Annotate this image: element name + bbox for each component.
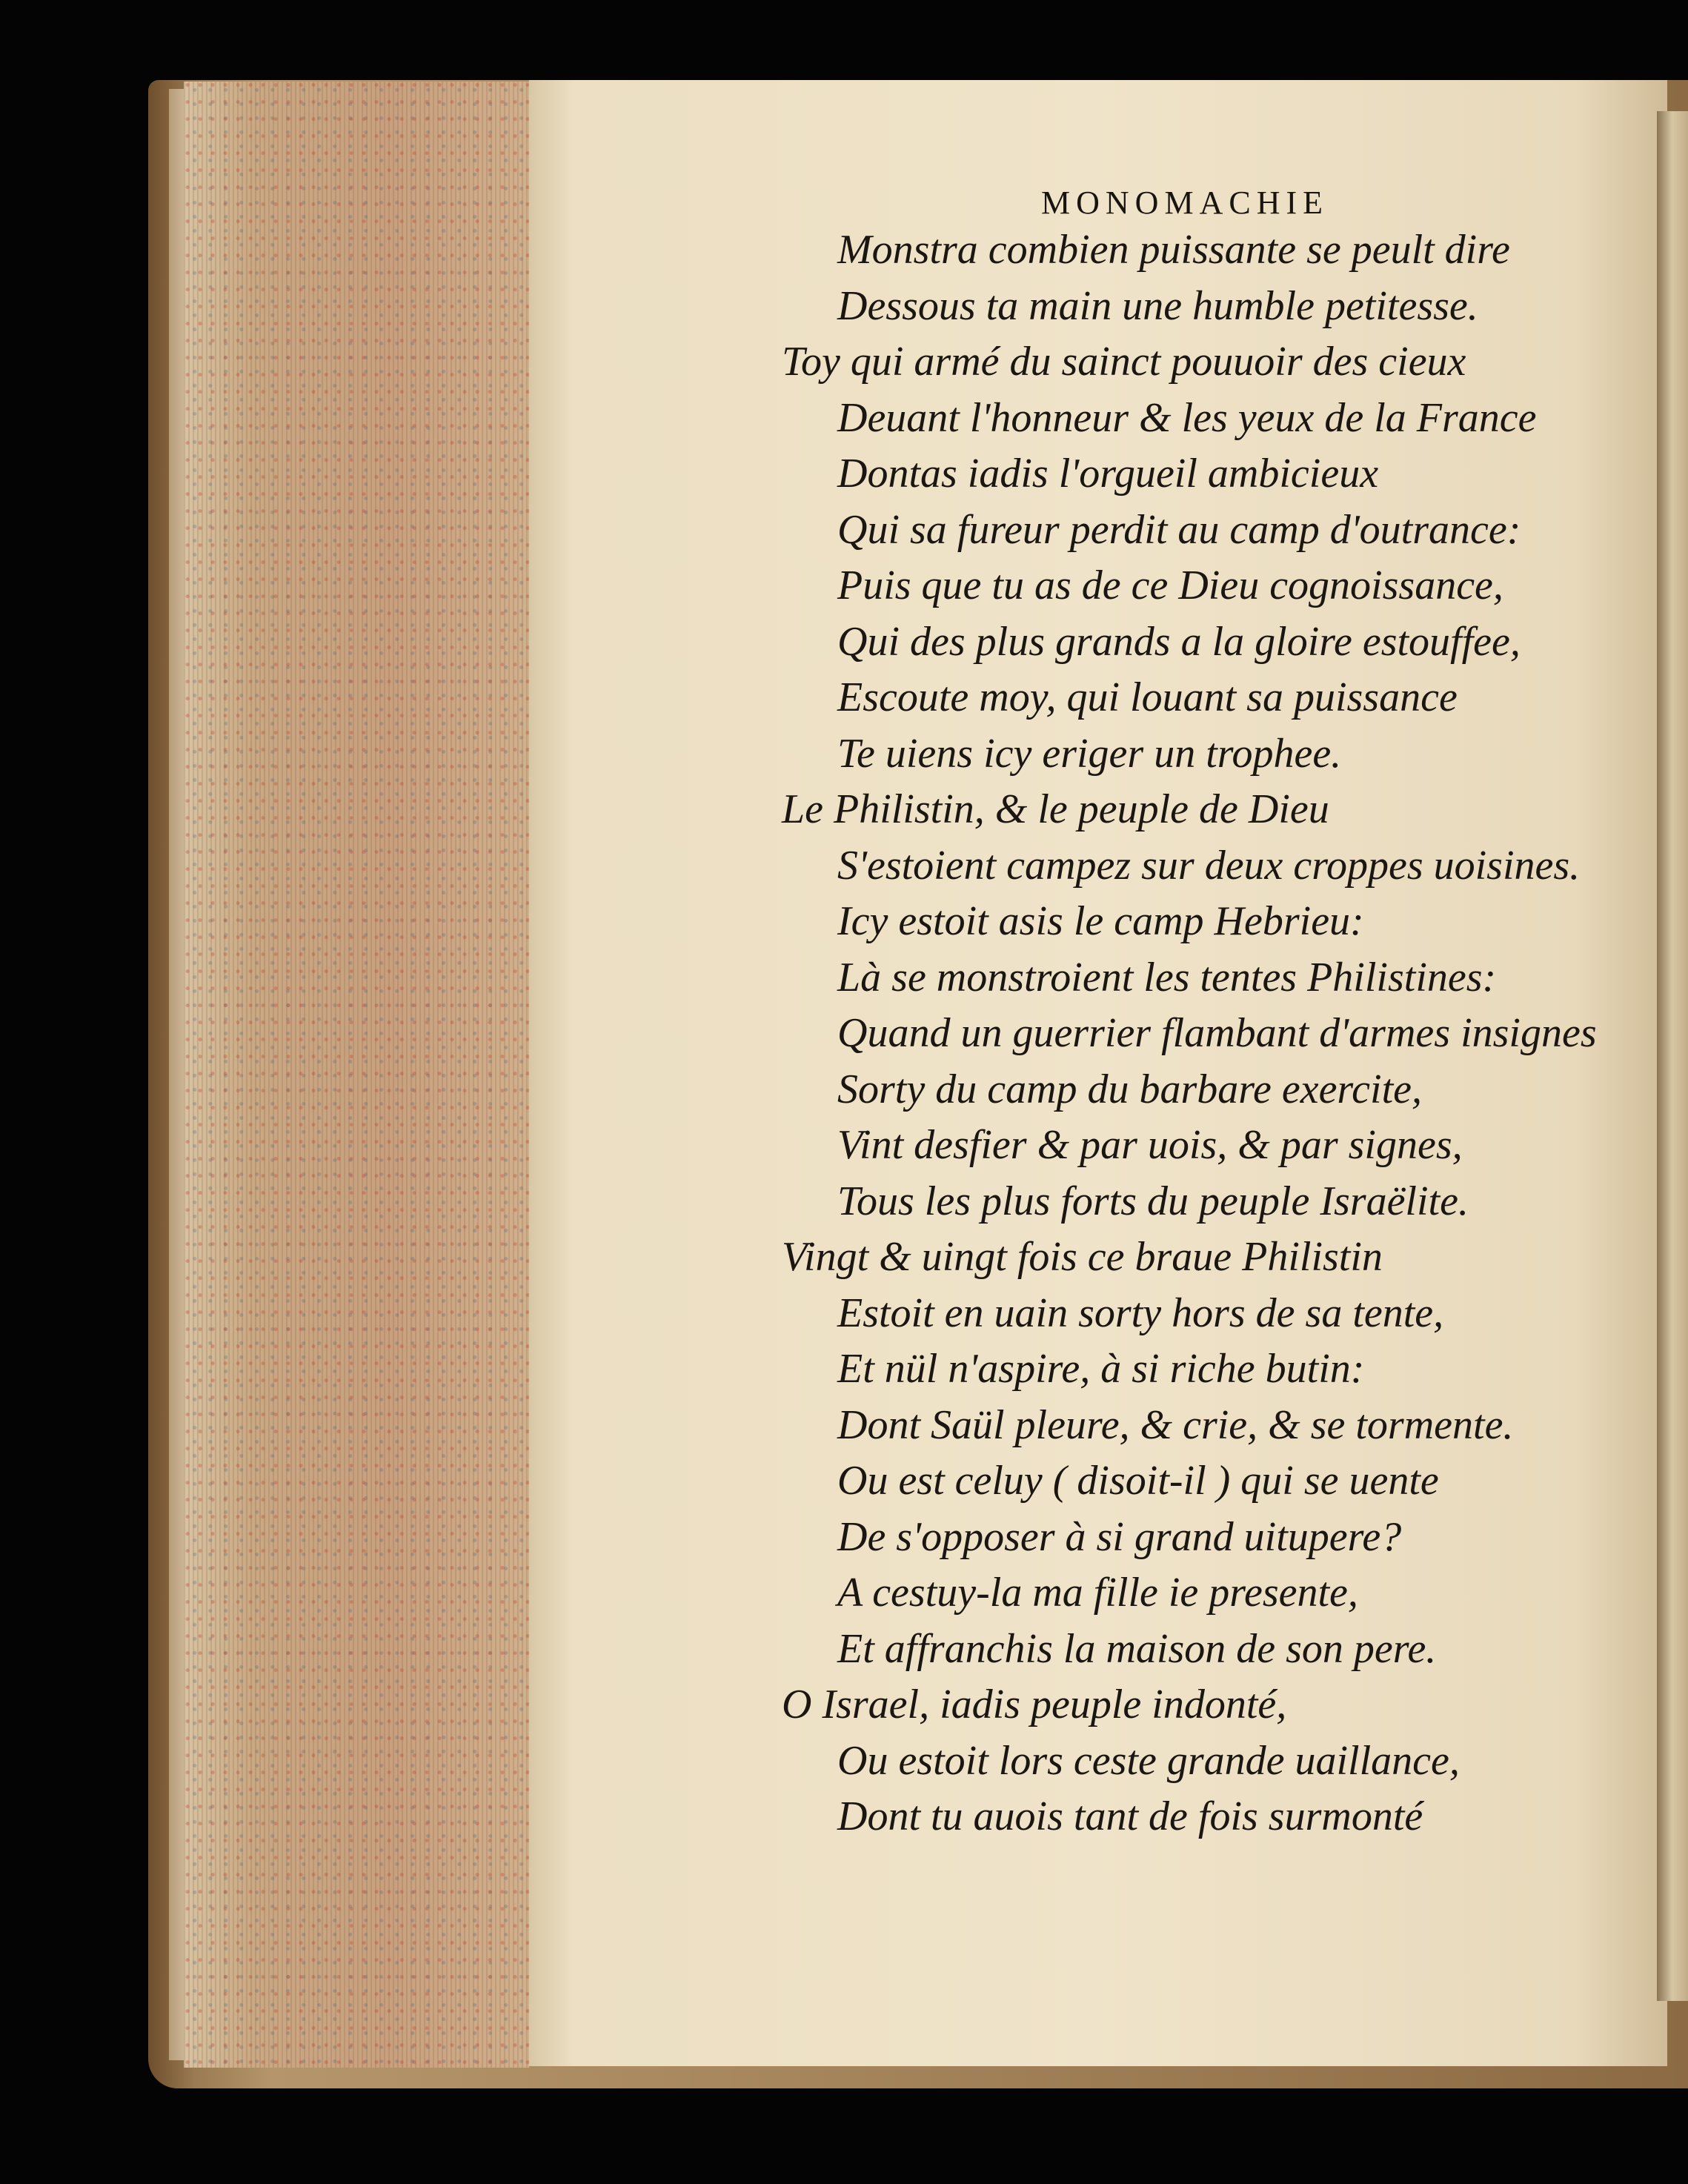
- marbled-page-edges: [184, 82, 529, 2068]
- verse-line: Estoit en uain sorty hors de sa tente,: [837, 1290, 1444, 1336]
- verse-line: Dont tu auois tant de fois surmonté: [837, 1793, 1423, 1839]
- facing-page-edge: [1657, 111, 1688, 2001]
- verse-line: Le Philistin, & le peuple de Dieu: [782, 786, 1329, 832]
- verse-line: Ou est celuy ( disoit-il ) qui se uente: [837, 1458, 1439, 1504]
- verse-line: Quand un guerrier flambant d'armes insignes: [837, 1010, 1597, 1056]
- verse-line: Ou estoit lors ceste grande uaillance,: [837, 1737, 1460, 1784]
- verse-line: Te uiens icy eriger un trophee.: [837, 730, 1342, 777]
- verse-line: S'estoient campez sur deux croppes uoisines.: [837, 842, 1581, 889]
- verse-line: Dessous ta main une humble petitesse.: [837, 282, 1478, 329]
- verse-line: Qui sa fureur perdit au camp d'outrance:: [837, 506, 1521, 553]
- verse-line: Monstra combien puissante se peult dire: [837, 227, 1510, 273]
- verse-line: Puis que tu as de ce Dieu cognoissance,: [837, 562, 1503, 608]
- verse-line: A cestuy-la ma fille ie presente,: [837, 1570, 1358, 1616]
- verse-line: Dont Saül pleure, & crie, & se tormente.: [837, 1401, 1514, 1448]
- verse-line: Toy qui armé du sainct pouuoir des cieux: [782, 339, 1466, 385]
- verse-line: O Israel, iadis peuple indonté,: [782, 1682, 1287, 1727]
- verse-line: Et affranchis la maison de son pere.: [837, 1625, 1437, 1672]
- verse-line: Qui des plus grands a la gloire estouffee,: [837, 618, 1521, 665]
- verse-line: Sorty du camp du barbare exercite,: [837, 1066, 1422, 1112]
- verse-line: De s'opposer à si grand uitupere?: [837, 1513, 1402, 1560]
- verse-line: Escoute moy, qui louant sa puissance: [837, 674, 1458, 720]
- running-head: MONOMACHIE: [1041, 185, 1329, 221]
- verse-line: Tous les plus forts du peuple Israëlite.: [837, 1178, 1469, 1224]
- verse-line: Vingt & uingt fois ce braue Philistin: [782, 1234, 1383, 1280]
- verse-line: Et nül n'aspire, à si riche butin:: [837, 1346, 1365, 1392]
- verse-line: Dontas iadis l'orgueil ambicieux: [837, 451, 1379, 497]
- verse-line: Vint desfier & par uois, & par signes,: [837, 1122, 1463, 1168]
- verse-line: Deuant l'honneur & les yeux de la France: [837, 394, 1537, 441]
- verse-block: [782, 222, 1641, 1845]
- verse-line: Là se monstroient les tentes Philistines:: [837, 954, 1497, 1000]
- verse-line: Icy estoit asis le camp Hebrieu:: [837, 898, 1364, 944]
